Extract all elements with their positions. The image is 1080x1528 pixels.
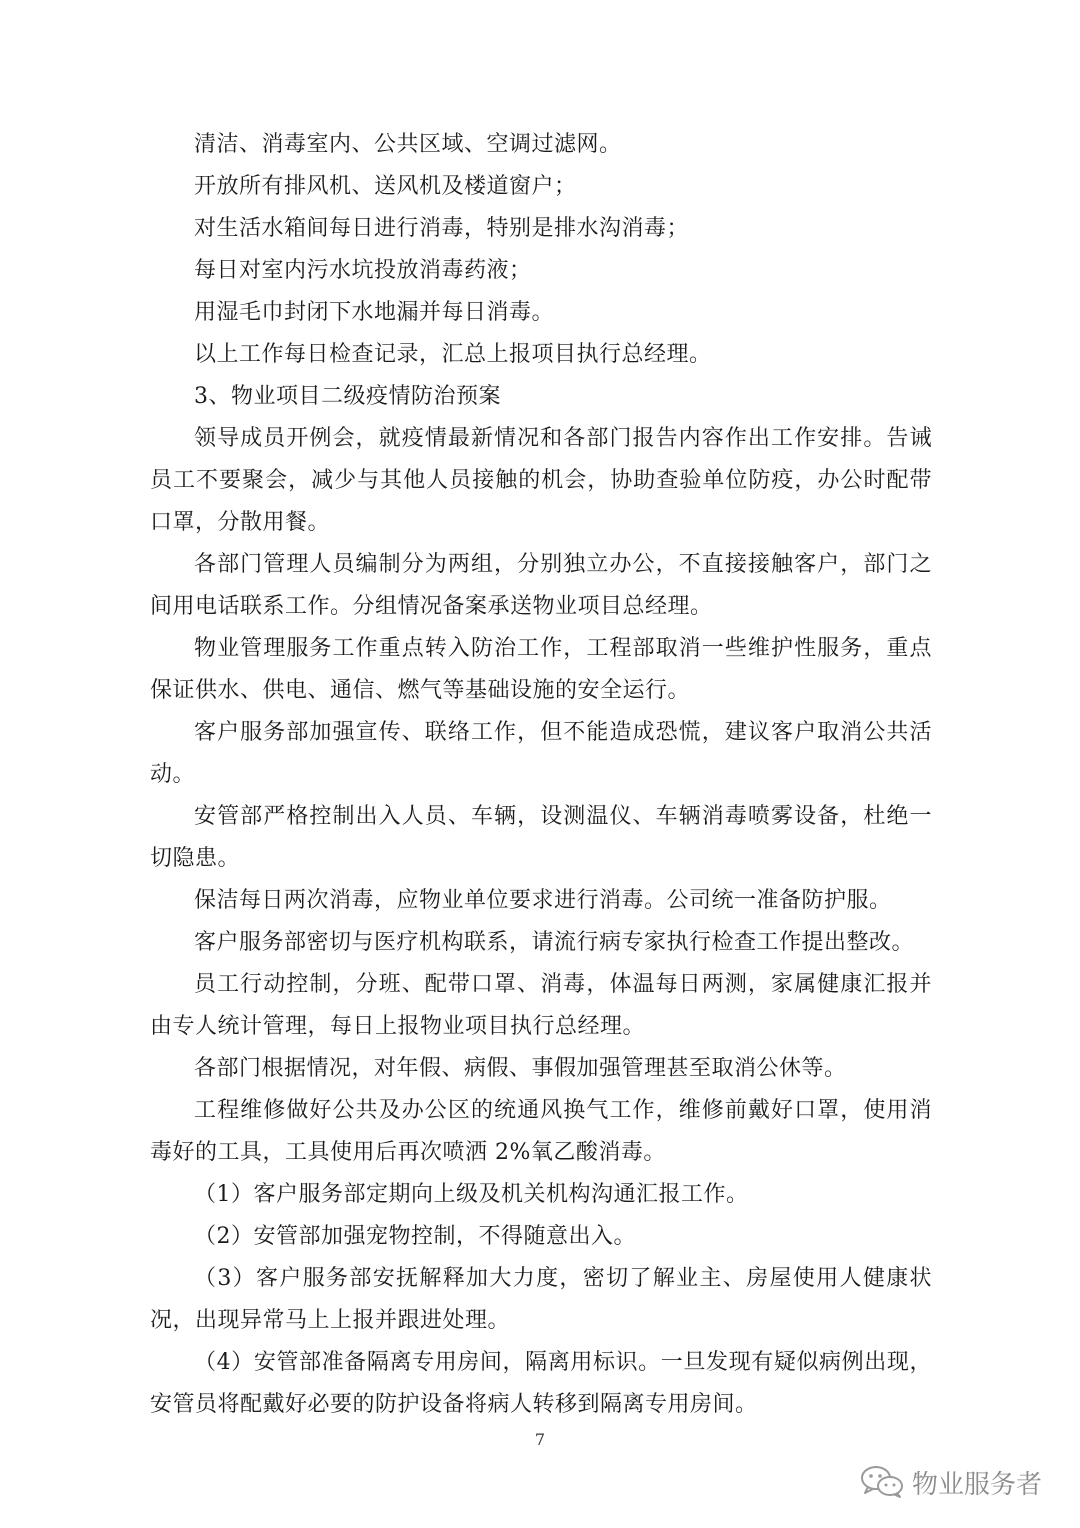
paragraph: 对生活水箱间每日进行消毒，特别是排水沟消毒；	[194, 216, 690, 241]
page-number: 7	[534, 1430, 546, 1449]
paragraph: 安管部严格控制出入人员、车辆，设测温仪、车辆消毒喷雾设备，杜绝一切隐患。	[150, 804, 932, 871]
paragraph: 清洁、消毒室内、公共区域、空调过滤网。	[194, 132, 622, 157]
paragraph: 各部门管理人员编制分为两组，分别独立办公，不直接接触客户，部门之间用电话联系工作。分组情况备案承送物业项目总经理。	[150, 552, 932, 619]
paragraph: 各部门根据情况，对年假、病假、事假加强管理甚至取消公休等。	[194, 1056, 847, 1081]
body-text	[150, 124, 932, 1426]
list-item: （4）安管部准备隔离专用房间，隔离用标识。一旦发现有疑似病例出现，安管员将配戴好必要的防护设备将病人转移到隔离专用房间。	[150, 1350, 932, 1417]
watermark	[860, 1462, 1042, 1502]
list-item: （1）客户服务部定期向上级及机关机构沟通汇报工作。	[194, 1182, 749, 1207]
paragraph: 员工行动控制，分班、配带口罩、消毒，体温每日两测，家属健康汇报并由专人统计管理，每日上报物业项目执行总经理。	[150, 972, 932, 1039]
wechat-icon	[860, 1465, 904, 1499]
paragraph: 物业管理服务工作重点转入防治工作，工程部取消一些维护性服务，重点保证供水、供电、通信、燃气等基础设施的安全运行。	[150, 636, 932, 703]
paragraph: 领导成员开例会，就疫情最新情况和各部门报告内容作出工作安排。告诫员工不要聚会，减少与其他人员接触的机会，协助查验单位防疫，办公时配带口罩，分散用餐。	[150, 426, 932, 535]
paragraph: 每日对室内污水坑投放消毒药液；	[194, 258, 532, 283]
paragraph: 客户服务部密切与医疗机构联系，请流行病专家执行检查工作提出整改。	[194, 930, 915, 955]
paragraph: 工程维修做好公共及办公区的统通风换气工作，维修前戴好口罩，使用消毒好的工具，工具使用后再次喷洒 2%氧乙酸消毒。	[150, 1098, 932, 1165]
list-item: （2）安管部加强宠物控制，不得随意出入。	[194, 1224, 636, 1249]
paragraph: 客户服务部加强宣传、联络工作，但不能造成恐慌，建议客户取消公共活动。	[150, 720, 932, 787]
paragraph: 以上工作每日检查记录，汇总上报项目执行总经理。	[194, 342, 712, 367]
list-item: （3）客户服务部安抚解释加大力度，密切了解业主、房屋使用人健康状况，出现异常马上上报并跟进处理。	[150, 1266, 932, 1333]
watermark-text: 物业服务者	[911, 1469, 1042, 1500]
paragraph: 开放所有排风机、送风机及楼道窗户；	[194, 174, 577, 199]
paragraph: 用湿毛巾封闭下水地漏并每日消毒。	[194, 300, 555, 325]
section-heading: 3、物业项目二级疫情防治预案	[194, 384, 501, 409]
paragraph: 保洁每日两次消毒，应物业单位要求进行消毒。公司统一准备防护服。	[194, 888, 892, 913]
